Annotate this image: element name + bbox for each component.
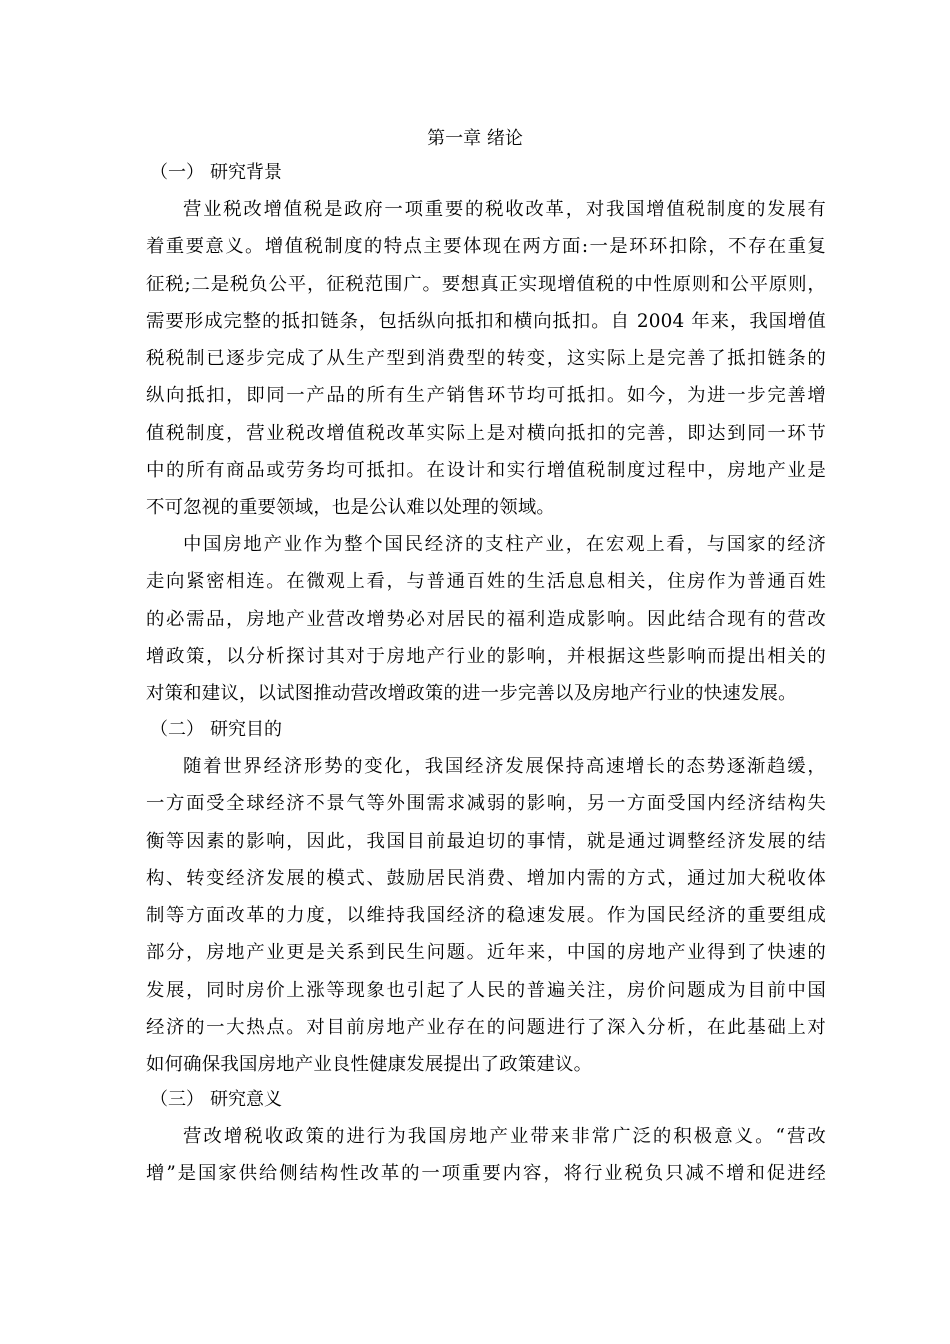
text-line: 营改增税收政策的进行为我国房地产业带来非常广泛的积极意义。“营改	[183, 1126, 826, 1147]
text-line: 中的所有商品或劳务均可抵扣。在设计和实行增值税制度过程中，房地产业是	[146, 460, 826, 482]
section-number: （二）	[150, 719, 204, 740]
section-heading-purpose	[150, 718, 282, 742]
text-line: 值税制度，营业税改增值税改革实际上是对横向抵扣的完善，即达到同一环节	[146, 422, 826, 444]
text-line: 发展，同时房价上涨等现象也引起了人民的普遍关注，房价问题成为目前中国	[146, 979, 826, 1001]
text-line: 部分，房地产业更是关系到民生问题。近年来，中国的房地产业得到了快速的	[146, 942, 826, 964]
text-line: 着重要意义。增值税制度的特点主要体现在两方面:一是环环扣除，不存在重复	[146, 236, 826, 258]
text-line: 经济的一大热点。对目前房地产业存在的问题进行了深入分析，在此基础上对	[146, 1017, 826, 1039]
text-line: 需要形成完整的抵扣链条，包括纵向抵扣和横向抵扣。自 2004 年来，我国增值	[146, 310, 826, 332]
text-line: 纵向抵扣，即同一产品的所有生产销售环节均可抵扣。如今，为进一步完善增	[146, 385, 826, 407]
paragraph	[146, 1125, 826, 1200]
section-heading-text: 研究背景	[210, 162, 282, 183]
text-line: 增政策，以分析探讨其对于房地产行业的影响，并根据这些影响而提出相关的	[146, 645, 826, 667]
paragraph	[146, 755, 826, 1091]
section-heading-text: 研究意义	[210, 1089, 282, 1110]
text-line: 构、转变经济发展的模式、鼓励居民消费、增加内需的方式，通过加大税收体	[146, 867, 826, 889]
section-number: （三）	[150, 1089, 204, 1110]
text-line: 对策和建议，以试图推动营改增政策的进一步完善以及房地产行业的快速发展。	[146, 683, 797, 705]
text-line: 营业税改增值税是政府一项重要的税收改革，对我国增值税制度的发展有	[183, 199, 826, 220]
paragraph	[146, 533, 826, 719]
section-heading-background	[150, 161, 282, 185]
text-line: 如何确保我国房地产业良性健康发展提出了政策建议。	[146, 1054, 593, 1076]
text-line: 制等方面改革的力度，以维持我国经济的稳速发展。作为国民经济的重要组成	[146, 905, 826, 927]
text-line: 不可忽视的重要领域，也是公认难以处理的领域。	[146, 497, 555, 519]
text-line: 税税制已逐步完成了从生产型到消费型的转变，这实际上是完善了抵扣链条的	[146, 348, 826, 370]
text-line: 增”是国家供给侧结构性改革的一项重要内容，将行业税负只减不增和促进经	[146, 1163, 826, 1185]
chapter-title: 第一章 绪论	[427, 128, 523, 149]
text-line: 走向紧密相连。在微观上看，与普通百姓的生活息息相关，住房作为普通百姓	[146, 571, 826, 593]
section-heading-text: 研究目的	[210, 719, 282, 740]
paragraph	[146, 198, 826, 534]
text-line: 征税;二是税负公平，征税范围广。要想真正实现增值税的中性原则和公平原则，	[146, 273, 826, 295]
section-heading-significance	[150, 1088, 282, 1112]
text-line: 的必需品，房地产业营改增势必对居民的福利造成影响。因此结合现有的营改	[146, 608, 826, 630]
section-number: （一）	[150, 162, 204, 183]
text-line: 衡等因素的影响，因此，我国目前最迫切的事情，就是通过调整经济发展的结	[146, 830, 826, 852]
text-line: 中国房地产业作为整个国民经济的支柱产业，在宏观上看，与国家的经济	[183, 534, 826, 555]
text-line: 一方面受全球经济不景气等外围需求减弱的影响，另一方面受国内经济结构失	[146, 793, 826, 815]
text-line: 随着世界经济形势的变化，我国经济发展保持高速增长的态势逐渐趋缓，	[183, 756, 826, 777]
